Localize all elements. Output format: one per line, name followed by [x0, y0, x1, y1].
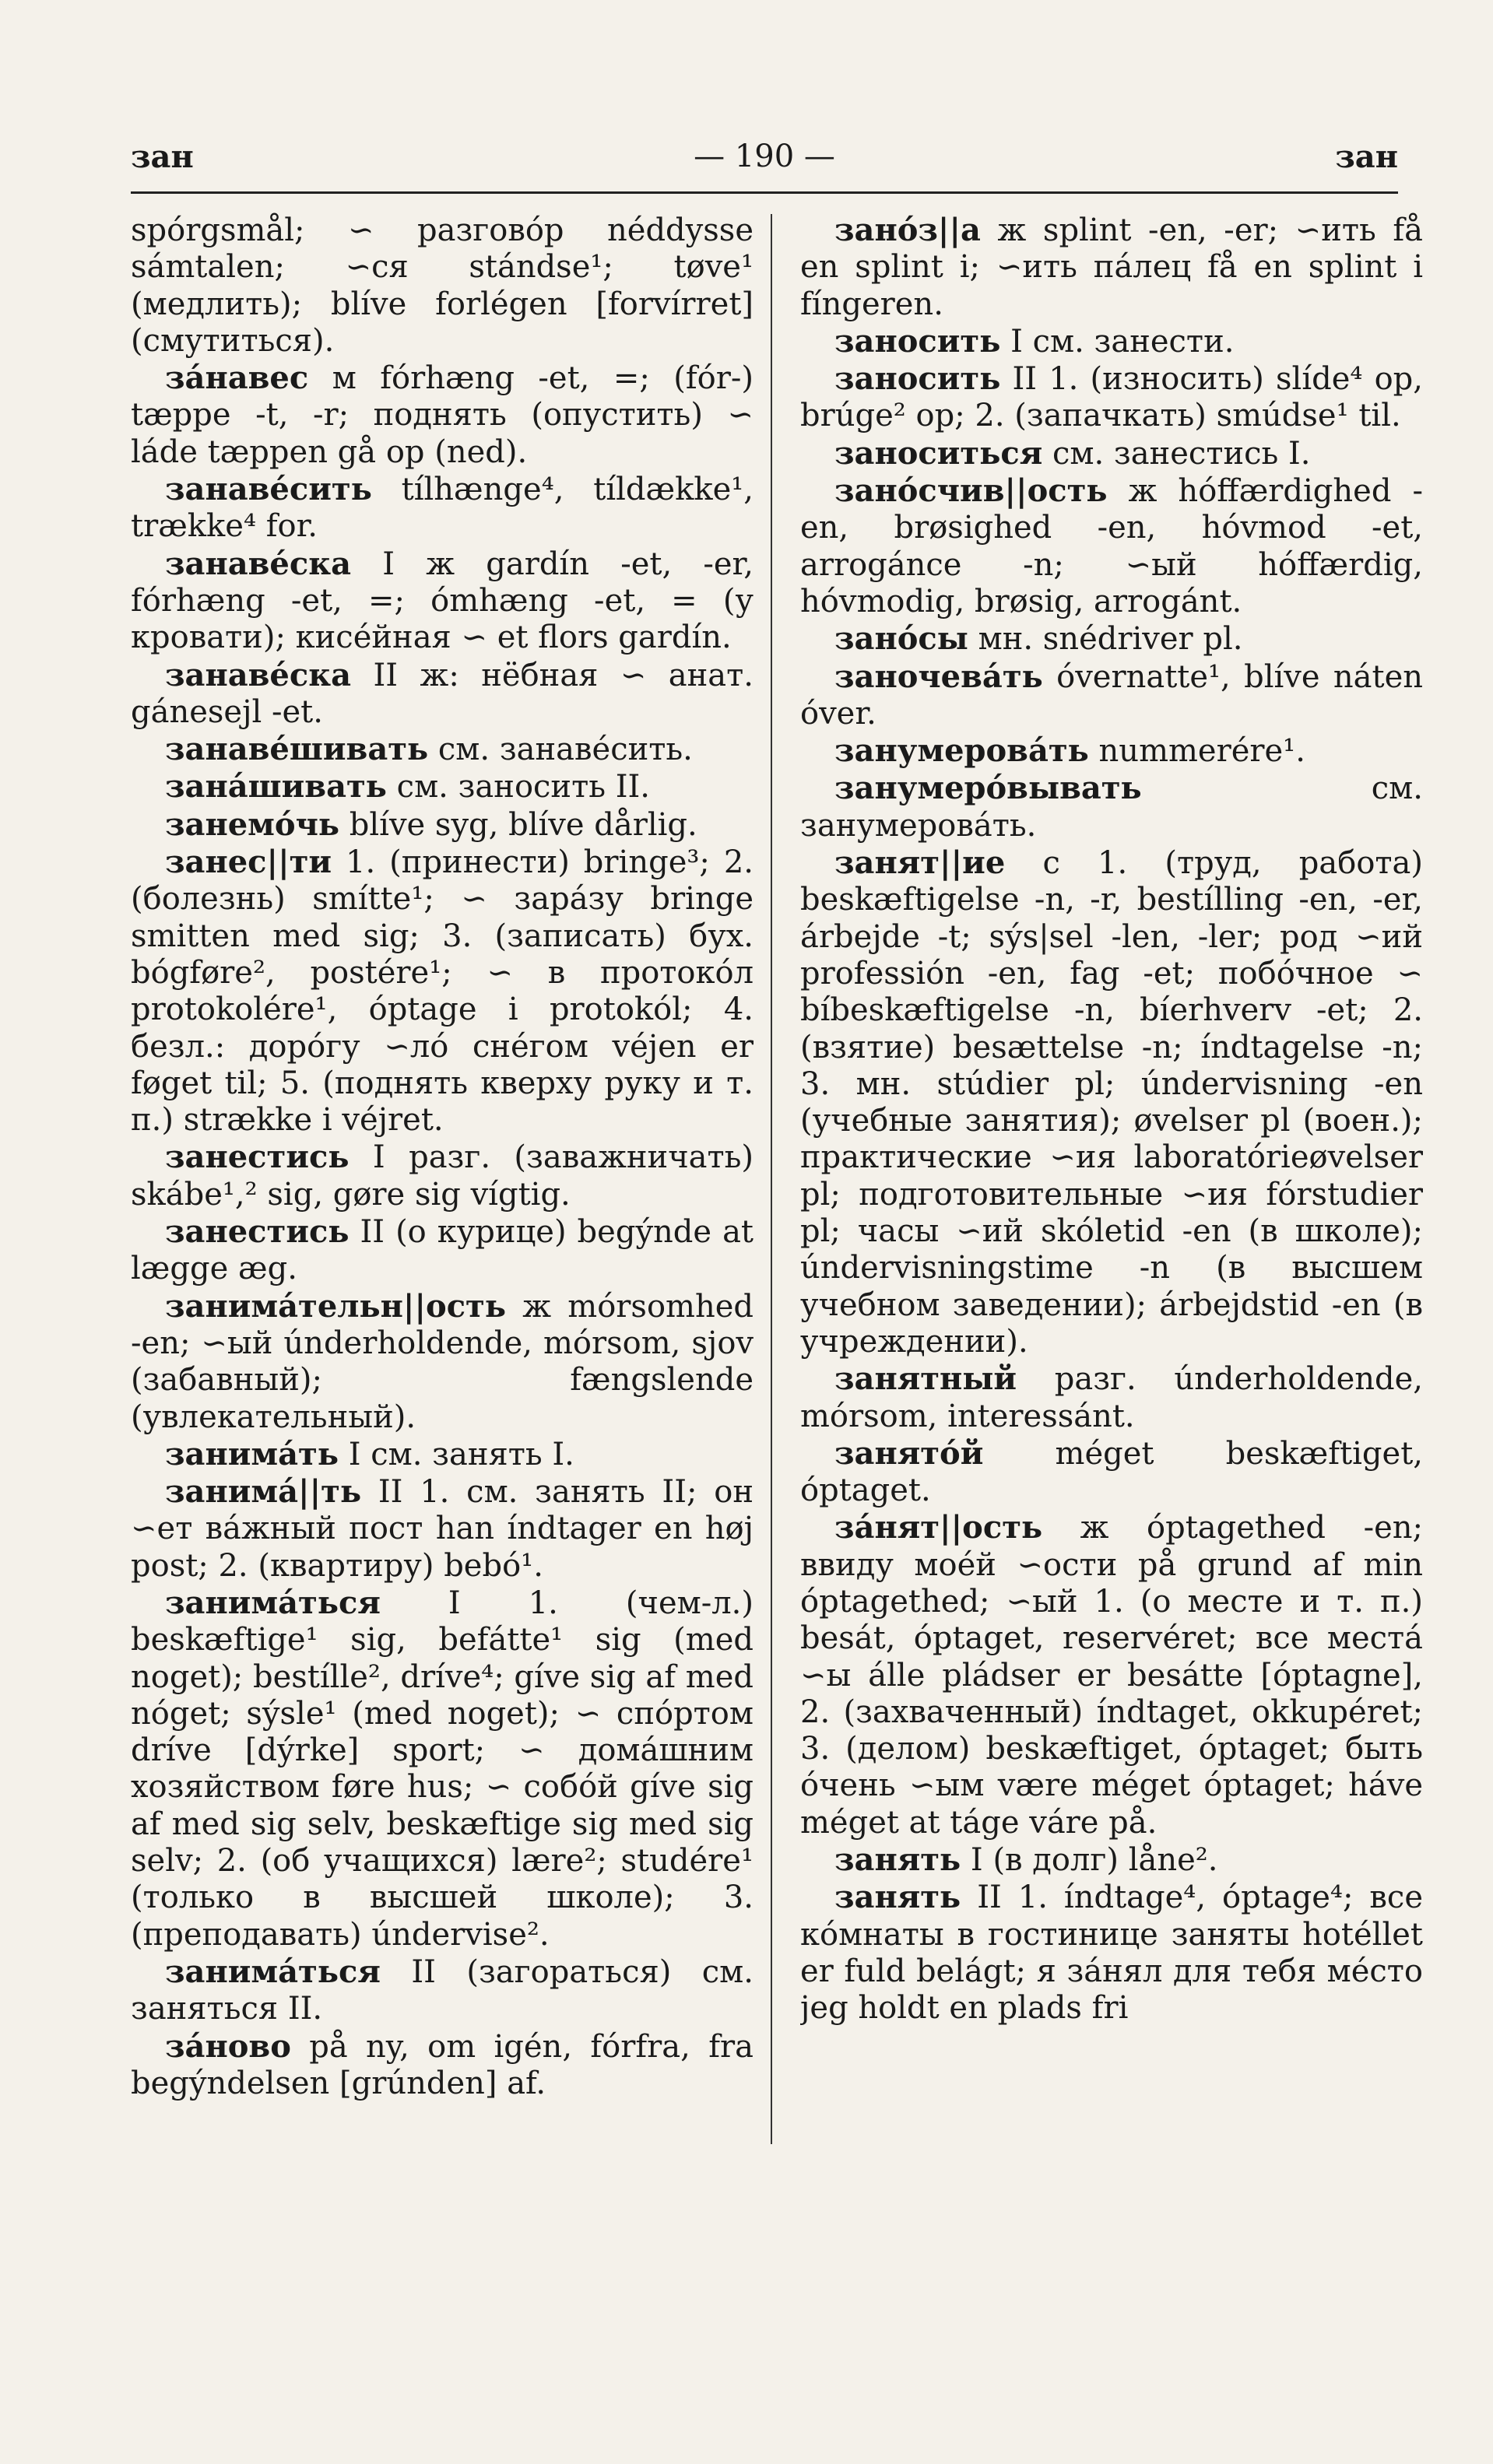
dictionary-entry: [800, 1435, 1423, 1510]
definition: II (загораться) см. заняться II.: [131, 1953, 754, 2027]
definition: м fórhæng -et, =; (fór-) tæppe -t, -r; поднять (опустить) ∽ láde tæppen gå op (ned).: [131, 360, 754, 470]
dictionary-entry: [131, 768, 754, 806]
definition: II ж: нёбная ∽ анат. gánesejl -et.: [131, 657, 754, 730]
headword: занимáть: [165, 1435, 339, 1472]
headword: занятный: [834, 1360, 1017, 1398]
page-number: — 190 —: [694, 139, 835, 174]
headword: занавéска: [165, 656, 352, 693]
dictionary-entry: [131, 1473, 754, 1585]
definition: I ж gardín -et, -er, fórhæng -et, =; ómhæng -et, = (у кровати); кисéйная ∽ et flors gardín.: [131, 546, 754, 656]
definition: ж hóffærdighed -en, brøsighed -en, hóvmod -et, arrogánce -n; ∽ый hóffærdig, hóvmodig, brøsig, arrogánt.: [800, 473, 1423, 620]
dictionary-entry: [800, 844, 1423, 1360]
dictionary-entry: [131, 360, 754, 471]
definition: I 1. (чем-л.) beskæftige¹ sig, befátte¹ sig (med noget); bestílle², dríve⁴; gíve sig af med nóget; sýsle¹ (med noget); ∽ спóртом dríve [dýrke] sport; ∽ домáшним хозяйством føre hus; ∽ собóй gíve sig af med sig selv, beskæftige sig med sig selv; 2. (об учащихся) lære²; studére¹ (только в высшей школе); 3. (преподавать) úndervise².: [131, 1585, 754, 1953]
definition: мн. snédriver pl.: [968, 621, 1243, 658]
dictionary-entry: [800, 1879, 1423, 2027]
headword: зáново: [165, 2027, 291, 2065]
headword: занес||ти: [165, 844, 332, 881]
headword: занáшивать: [165, 768, 387, 806]
dictionary-entry: [800, 360, 1423, 435]
dictionary-entry: [131, 2028, 754, 2103]
headword: занестись: [165, 1213, 350, 1251]
dictionary-entry: [131, 731, 754, 768]
headword: занимá||ть: [165, 1473, 362, 1511]
headword: занавéшивать: [165, 731, 429, 768]
dictionary-entry: [131, 657, 754, 732]
dictionary-entry: [131, 1213, 754, 1288]
dictionary-entry: [800, 620, 1423, 658]
definition: nummerére¹.: [1088, 733, 1305, 770]
dictionary-entry: [800, 1360, 1423, 1435]
page-header: [131, 139, 1398, 188]
dictionary-entry: [131, 212, 754, 360]
dictionary-entry: [800, 732, 1423, 770]
definition: I см. занести.: [1000, 323, 1235, 360]
definition: spórgsmål; ∽ разговóр néddysse sámtalen; ∽ся stándse¹; tøve¹ (медлить); blíve forlégen [forvírret] (смутиться).: [131, 212, 754, 359]
definition: разг. únderholdende, mórsom, interessánt.: [800, 1361, 1423, 1434]
headword: занять: [834, 1879, 961, 1916]
definition: ж mórsomhed -en; ∽ый únderholdende, mórsom, sjov (забавный); fængslende (увлекательный).: [131, 1288, 754, 1435]
dictionary-entry: [131, 1436, 754, 1473]
dictionary-entry: [131, 806, 754, 844]
headword: занавéсить: [165, 471, 372, 508]
column-divider: [771, 214, 772, 2144]
headword: заносить: [834, 322, 1001, 360]
dictionary-entry: [800, 472, 1423, 620]
dictionary-entry: [131, 1288, 754, 1436]
headword: занимáться: [165, 1584, 381, 1621]
dictionary-entry: [131, 471, 754, 546]
dictionary-entry: [800, 658, 1423, 733]
dictionary-entry: [131, 1953, 754, 2028]
definition: см. занестись I.: [1042, 435, 1311, 472]
dictionary-entry: [800, 435, 1423, 472]
definition: I см. занять I.: [339, 1436, 574, 1472]
left-guide-word: зан: [131, 139, 194, 175]
definition: méget beskæftiget, óptaget.: [800, 1435, 1423, 1509]
dictionary-entry: [800, 323, 1423, 360]
headword: зáнавес: [165, 360, 309, 397]
headword: занять: [834, 1841, 961, 1879]
dictionary-entry: [131, 1139, 754, 1213]
headword: занимáться: [165, 1953, 381, 1990]
headword: занóсы: [834, 620, 968, 658]
headword: занятóй: [834, 1434, 984, 1472]
dictionary-entry: [800, 770, 1423, 844]
dictionary-entry: [800, 1509, 1423, 1841]
definition: II 1. (износить) slíde⁴ op, brúge² op; 2. (запачкать) smúdse¹ til.: [800, 361, 1423, 434]
definition: с 1. (труд, работа) beskæftigelse -n, -r, bestílling -en, -er, árbejde -t; sýs|sel -len, -ler; род ∽ий professión -en, fag -et; побóчное ∽ bíbeskæftigelse -n, bíerhverv -et; 2. (взятие) besættelse -n; índtagelse -n; 3. мн. stúdier pl; úndervisning -en (учебные занятия); øvelser pl (воен.); практические ∽ия laboratórieøvelser pl; подготовительные ∽ия fórstudier pl; часы ∽ий skóletid -en (в школе); úndervisningstime -n (в высшем учебном заведении); árbejdstid -en (в учреждении).: [800, 845, 1423, 1360]
headword: занумерóвывать: [834, 770, 1142, 807]
headword: занемóчь: [165, 806, 340, 843]
definition: tílhænge⁴, tíldække¹, trække⁴ for.: [131, 472, 754, 545]
dictionary-entry: [131, 546, 754, 657]
headword: занавéска: [165, 545, 352, 582]
definition: II (о курице) begýnde at lægge æg.: [131, 1214, 754, 1287]
definition: I (в долг) låne².: [961, 1842, 1218, 1879]
header-rule: [131, 191, 1398, 194]
definition: I разг. (заважничать) skábe¹,² sig, gøre sig vígtig.: [131, 1139, 754, 1213]
definition: ж óptagethed -en; ввиду моéй ∽ости på grund af min óptagethed; ∽ый 1. (о месте и т. п.) besát, óptaget, reservéret; все местá ∽ы álle pládser er besátte [óptagne], 2. (захваченный) índtaget, okkupéret; 3. (делом) beskæftiget, óptaget; быть óчень ∽ым være méget óptaget; háve méget at táge váre på.: [800, 1510, 1423, 1841]
definition: II 1. índtage⁴, óptage⁴; все кóмнаты в гостинице заняты hotéllet er fuld belágt; я зáнял для тебя мéсто jeg holdt en plads fri: [800, 1880, 1423, 2027]
headword: занóсчив||ость: [834, 472, 1108, 510]
definition: см. заносить II.: [386, 769, 651, 806]
headword: занят||ие: [834, 844, 1006, 882]
headword: заночевáть: [834, 658, 1043, 695]
definition: 1. (принести) bringe³; 2. (болезнь) smítte¹; ∽ зарáзу bringe smitten med sig; 3. (записать) бух. bógføre², postére¹; ∽ в протокóл protokolére¹, óptage i protokól; 4. безл.: дорóгу ∽лó снéгом véjen er føget til; 5. (поднять кверху руку и т. п.) strække i véjret.: [131, 844, 754, 1139]
dictionary-entry: [131, 844, 754, 1139]
definition: óvernatte¹, blíve náten óver.: [800, 658, 1423, 732]
definition: см. занавéсить.: [428, 732, 693, 768]
definition: på ny, om igén, fórfra, fra begýndelsen [grúnden] af.: [131, 2028, 754, 2101]
headword: занóз||а: [834, 212, 981, 248]
right-column: [800, 212, 1423, 2391]
headword: занимáтельн||ость: [165, 1287, 506, 1325]
definition: ж splint -en, -er; ∽ить få en splint i; ∽ить пáлец få en splint i fíngeren.: [800, 212, 1423, 322]
headword: занестись: [165, 1139, 350, 1176]
headword: заносить: [834, 360, 1001, 398]
left-column: [131, 212, 754, 2391]
definition: blíve syg, blíve dårlig.: [339, 806, 697, 843]
headword: заноситься: [834, 434, 1043, 472]
headword: зáнят||ость: [834, 1509, 1043, 1546]
right-guide-word: зан: [1335, 139, 1398, 175]
definition: см. занумеровáть.: [800, 770, 1423, 844]
headword: занумеровáть: [834, 732, 1089, 770]
dictionary-entry: [131, 1585, 754, 1953]
definition: II 1. см. занять II; он ∽ет вáжный пост han índtager en høj post; 2. (квартиру) bebó¹.: [131, 1474, 754, 1584]
dictionary-entry: [800, 212, 1423, 323]
dictionary-entry: [800, 1841, 1423, 1879]
